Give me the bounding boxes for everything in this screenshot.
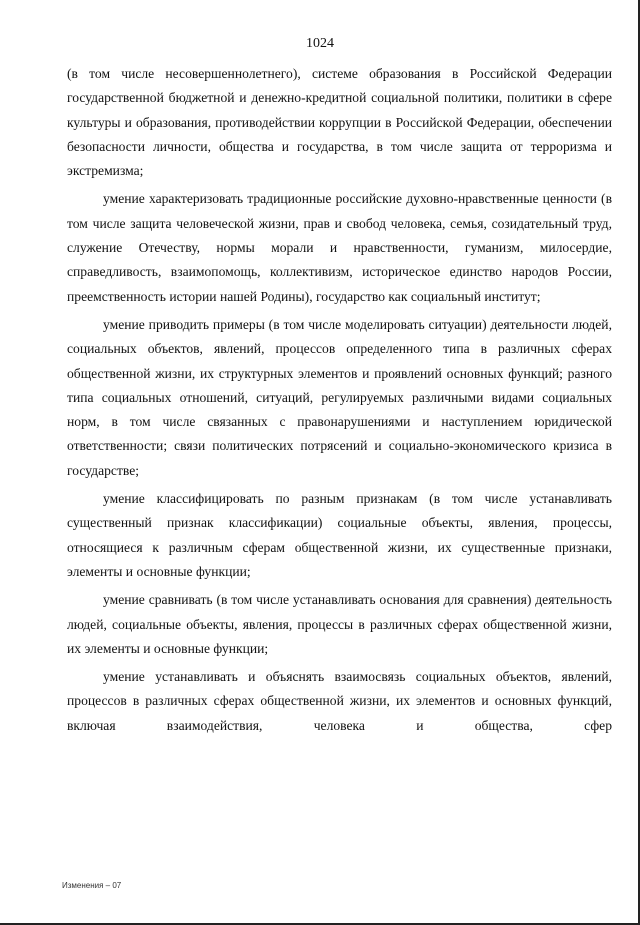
document-body: [67, 62, 612, 738]
paragraph-compare: умение сравнивать (в том числе устанавливать основания для сравнения) деятельность людей, социальные объекты, явления, процессы в различных сферах общественной жизни, их элементы и основные функции;: [67, 592, 612, 656]
paragraph-continuation: (в том числе несовершеннолетнего), системе образования в Российской Федерации государственной бюджетной и денежно-кредитной социальной политики, политики в сфере культуры и образования, противодействии коррупции в Российской Федерации, обеспечении безопасности личности, общества и государства, в том числе защита от терроризма и экстремизма;: [67, 66, 612, 179]
paragraph-classify: умение классифицировать по разным признакам (в том числе устанавливать существенный признак классификации) социальные объекты, явления, процессы, относящиеся к различным сферам общественной жизни, их существенные признаки, элементы и основные функции;: [67, 491, 612, 579]
page-number: 1024: [306, 36, 334, 51]
paragraph-examples: умение приводить примеры (в том числе моделировать ситуации) деятельности людей, социальных объектов, явлений, процессов определенного типа в различных сферах общественной жизни, их структурных элементов и проявлений основных функций; разного типа социальных отношений, ситуаций, регулируемых различными видами социальных норм, в том числе связанных с правонарушениями и наступлением юридической ответственности; связи политических потрясений и социально-экономического кризиса в государстве;: [67, 316, 612, 478]
footer-revision-note: Изменения – 07: [62, 881, 122, 890]
paragraph-interrelation: умение устанавливать и объяснять взаимосвязь социальных объектов, явлений, процессов в различных сферах общественной жизни, их элементов и основных функций, включая взаимодействия, человека и общества, сфер: [67, 669, 612, 733]
paragraph-traditional-values: умение характеризовать традиционные российские духовно-нравственные ценности (в том числе защита человеческой жизни, прав и свобод человека, семья, созидательный труд, служение Отечеству, нормы морали и нравственности, гуманизм, милосердие, справедливость, взаимопомощь, коллективизм, историческое единство народов России, преемственность истории нашей Родины), государство как социальный институт;: [67, 191, 612, 304]
